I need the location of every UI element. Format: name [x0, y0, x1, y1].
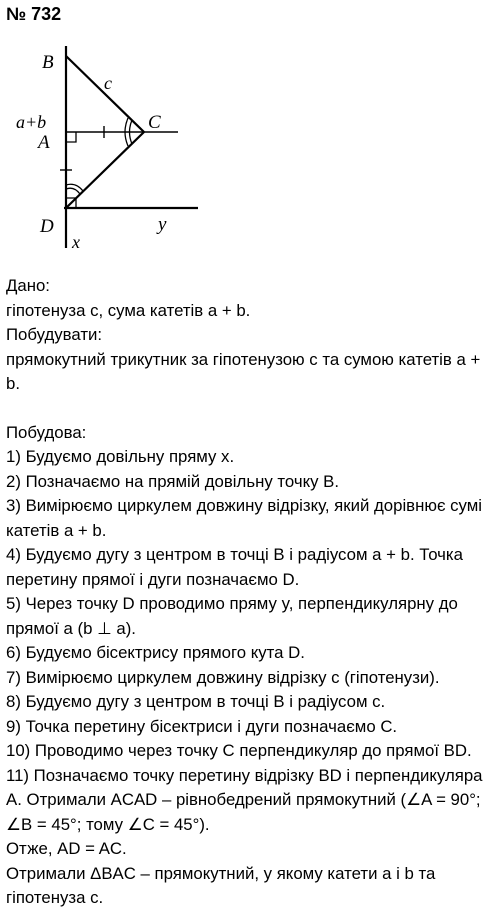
step-5: 5) Через точку D проводимо пряму y, перпендикулярну до прямої a (b ⊥ a). — [6, 594, 458, 638]
step-9: 9) Точка перетину бісектриси і дуги позначаємо C. — [6, 716, 398, 736]
construct-text: прямокутний трикутник за гіпотенузою c та сумою катетів a + b. — [6, 349, 481, 393]
angle-arc-d-1 — [66, 188, 80, 194]
label-c-point: C — [148, 112, 161, 133]
given-text: гіпотенуза c, сума катетів a + b. — [6, 300, 251, 320]
label-x: x — [72, 232, 80, 252]
step-6: 6) Будуємо бісектрису прямого кута D. — [6, 643, 305, 662]
step-1: 1) Будуємо довільну пряму x. — [6, 447, 235, 466]
label-a-point: A — [38, 132, 50, 153]
step-8: 8) Будуємо дугу з центром в точці B і радіусом c. — [6, 692, 386, 711]
step-11: 11) Позначаємо точку перетину відрізку BD і перпендикуляра A. Отримали ACAD – рівнобедрений прямокутний (∠A = 90°; ∠B = 45°; тому ∠C = 45°). — [6, 765, 483, 834]
step-7: 7) Вимірюємо циркулем довжину відрізку c (гіпотенузи). — [6, 667, 440, 687]
problem-number: № 732 — [6, 4, 62, 24]
construct-label: Побудувати: — [6, 325, 103, 344]
label-c-side: c — [104, 73, 112, 93]
conclusion-2: Отримали ΔBAC – прямокутний, у якому катети a і b та гіпотенуза c. — [6, 863, 436, 907]
step-2: 2) Позначаємо на прямій довільну точку B. — [6, 471, 340, 491]
label-d-point: D — [40, 216, 54, 237]
solution-text — [6, 274, 496, 911]
given-label: Дано: — [6, 276, 50, 295]
label-y: y — [158, 214, 167, 235]
angle-arc-d-2 — [66, 184, 83, 191]
construction-label: Побудова: — [6, 422, 87, 442]
geometry-figure — [0, 36, 220, 268]
step-10: 10) Проводимо через точку C перпендикуляр до прямої BD. — [6, 741, 472, 760]
step-3: 3) Вимірюємо циркулем довжину відрізку, який дорівнює сумі катетів a + b. — [6, 496, 483, 540]
conclusion-1: Отже, AD = AC. — [6, 839, 127, 858]
label-b: B — [42, 52, 54, 73]
right-angle-a — [66, 132, 76, 142]
label-a-plus-b: a+b — [16, 112, 47, 132]
step-4: 4) Будуємо дугу з центром в точці B і радіусом a + b. Точка перетину прямої і дуги позначаємо D. — [6, 545, 463, 589]
